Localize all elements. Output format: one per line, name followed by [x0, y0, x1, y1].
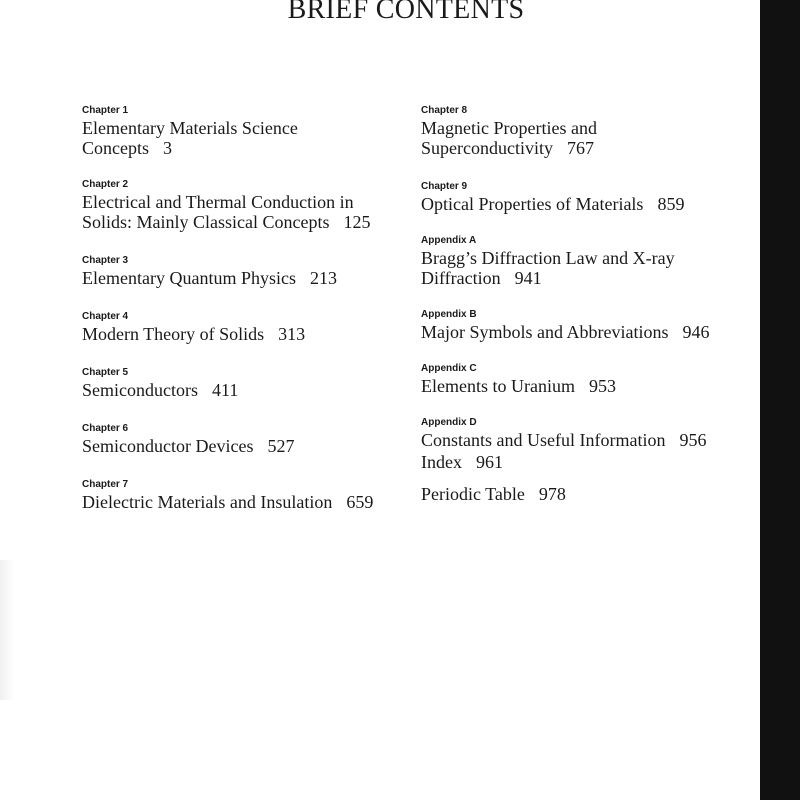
viewer-edge-bar	[760, 0, 800, 800]
page-number: 313	[278, 324, 306, 344]
entry-label: Chapter 9	[421, 181, 468, 192]
toc-entry-chapter-7	[82, 478, 402, 512]
page-number: 961	[475, 452, 503, 472]
entry-title: Semiconductors	[82, 380, 198, 400]
entry-title-cont: Solids: Mainly Classical Concepts	[82, 212, 330, 232]
toc-entry-chapter-2	[82, 178, 402, 254]
entry-label: Appendix C	[421, 363, 477, 374]
toc-entry-appendix-b	[421, 308, 751, 362]
entry-title: Electrical and Thermal Conduction in	[82, 192, 354, 212]
entry-label: Chapter 3	[82, 255, 129, 266]
page-number: 125	[343, 212, 371, 232]
page-number: 767	[566, 138, 594, 158]
toc-entry-chapter-4	[82, 310, 402, 366]
entry-title: Constants and Useful Information	[421, 430, 666, 450]
entry-label: Chapter 8	[421, 105, 468, 116]
entry-title: Semiconductor Devices	[82, 436, 254, 456]
toc-entry-chapter-5	[82, 366, 402, 422]
page-edge-shadow	[0, 560, 14, 700]
toc-entry-chapter-9	[421, 180, 751, 234]
entry-title: Optical Properties of Materials	[421, 194, 644, 214]
entry-title: Periodic Table	[421, 484, 525, 504]
toc-entry-appendix-c	[421, 362, 751, 416]
page-number: 978	[538, 484, 566, 504]
entry-title: Index	[421, 452, 462, 472]
entry-label: Chapter 6	[82, 423, 129, 434]
entry-title: Elements to Uranium	[421, 376, 575, 396]
page-number: 953	[588, 376, 616, 396]
entry-title: Bragg’s Diffraction Law and X-ray	[421, 248, 675, 268]
contents-column-left	[82, 104, 402, 512]
toc-entry-chapter-6	[82, 422, 402, 478]
page-number: 213	[309, 268, 337, 288]
entry-title: Elementary Materials Science	[82, 118, 298, 138]
contents-column-right	[421, 104, 751, 504]
page-number: 3	[163, 138, 172, 158]
toc-entry-chapter-8	[421, 104, 751, 180]
entry-title: Elementary Quantum Physics	[82, 268, 296, 288]
entry-title: Major Symbols and Abbreviations	[421, 322, 669, 342]
entry-label: Appendix A	[421, 235, 477, 246]
entry-title-cont: Diffraction	[421, 268, 501, 288]
page-number: 946	[682, 322, 710, 342]
entry-label: Chapter 2	[82, 179, 129, 190]
entry-title: Magnetic Properties and	[421, 118, 597, 138]
entry-label: Chapter 7	[82, 479, 129, 490]
toc-entry-periodic-table	[421, 484, 751, 504]
entry-label: Appendix D	[421, 417, 477, 428]
page-number: 659	[346, 492, 374, 512]
page-number: 527	[267, 436, 295, 456]
page-number: 859	[657, 194, 685, 214]
toc-entry-chapter-1	[82, 104, 402, 178]
page-number: 956	[679, 430, 707, 450]
entry-title-cont: Superconductivity	[421, 138, 553, 158]
entry-title: Dielectric Materials and Insulation	[82, 492, 333, 512]
toc-entry-index	[421, 452, 751, 484]
entry-label: Chapter 5	[82, 367, 129, 378]
toc-entry-appendix-a	[421, 234, 751, 308]
toc-entry-appendix-d	[421, 416, 751, 452]
entry-label: Appendix B	[421, 309, 477, 320]
entry-title-cont: Concepts	[82, 138, 149, 158]
toc-entry-chapter-3	[82, 254, 402, 310]
entry-label: Chapter 1	[82, 105, 129, 116]
entry-title: Modern Theory of Solids	[82, 324, 265, 344]
page-number: 411	[211, 380, 239, 400]
entry-label: Chapter 4	[82, 311, 129, 322]
page-title: BRIEF CONTENTS	[287, 0, 525, 25]
page-number: 941	[514, 268, 542, 288]
